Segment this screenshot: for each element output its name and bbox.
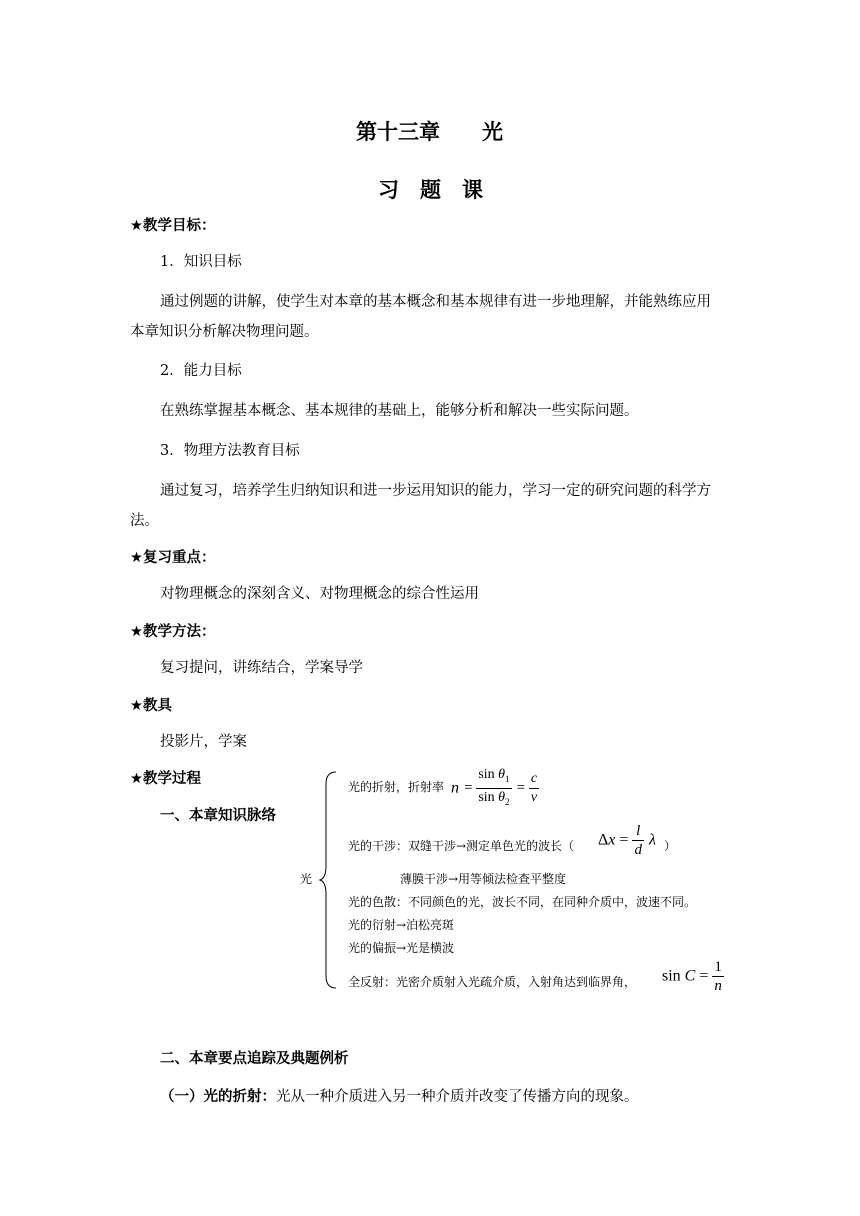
- outline-interference: [348, 837, 574, 854]
- critical-angle-formula: sin C = $\frac{1}{n}$: [662, 959, 722, 994]
- interference-close: ）: [664, 839, 677, 853]
- outline-dispersion: 光的色散：不同颜色的光，波长不同，在同种介质中，波速不同。: [348, 895, 697, 909]
- part2-item-label: （一）光的折射：: [160, 1089, 276, 1105]
- goal1-label: 1．知识目标: [160, 254, 242, 270]
- goal2-label: 2．能力目标: [160, 363, 242, 379]
- wavelength-formula: Δx = $\frac{l}{d}$ λ: [598, 823, 656, 858]
- outline-thin-film: 薄膜干涉→用等倾法检查平整度: [400, 872, 567, 886]
- method-heading: ★教学方法：: [130, 624, 216, 640]
- outline-brace: [318, 770, 340, 990]
- review-text: 对物理概念的深刻含义、对物理概念的综合性运用: [160, 586, 479, 602]
- goal1-text-line1: 通过例题的讲解，使学生对本章的基本概念和基本规律有进一步地理解，并能熟练应用: [160, 294, 711, 310]
- chapter-title: 第十三章 光: [356, 120, 503, 144]
- outline-refraction: [348, 778, 444, 795]
- outline-polarization: 光的偏振→光是横波: [348, 941, 455, 955]
- process-heading: ★教学过程: [130, 771, 201, 787]
- review-heading: ★复习重点：: [130, 550, 216, 566]
- part2-heading: 二、本章要点追踪及典题例析: [160, 1051, 349, 1067]
- outline-diffraction: 光的衍射→泊松亮斑: [348, 918, 455, 932]
- method-text: 复习提问，讲练结合，学案导学: [160, 660, 363, 676]
- goal1-text-line2: 本章知识分析解决物理问题。: [130, 324, 319, 340]
- outline-root: 光: [300, 872, 313, 886]
- goals-heading: ★教学目标：: [130, 218, 216, 234]
- lesson-subtitle: 习 题 课: [378, 178, 483, 202]
- goal2-text: 在熟练掌握基本概念、基本规律的基础上，能够分析和解决一些实际问题。: [160, 403, 639, 419]
- tools-heading: ★教具: [130, 698, 172, 714]
- part2-item-text: 光从一种介质进入另一种介质并改变了传播方向的现象。: [276, 1089, 639, 1105]
- interference-label: 光的干涉：双缝干涉→测定单色光的波长（: [348, 839, 575, 853]
- part2-item: [160, 1085, 639, 1106]
- refraction-label: 光的折射，折射率: [348, 780, 445, 794]
- goal3-text-line2: 法。: [130, 513, 159, 529]
- outline-total-reflection: 全反射：光密介质射入光疏介质，入射角达到临界角，: [348, 975, 637, 989]
- goal3-text-line1: 通过复习，培养学生归纳知识和进一步运用知识的能力，学习一定的研究问题的科学方: [160, 483, 711, 499]
- tools-text: 投影片，学案: [160, 734, 247, 750]
- outline-heading: 一、本章知识脉络: [160, 808, 276, 824]
- refraction-formula: n = $\frac{\sin \theta_1}{\sin \theta_2}$ = $\frac{c}{v}$: [451, 767, 538, 807]
- goal3-label: 3．物理方法教育目标: [160, 443, 300, 459]
